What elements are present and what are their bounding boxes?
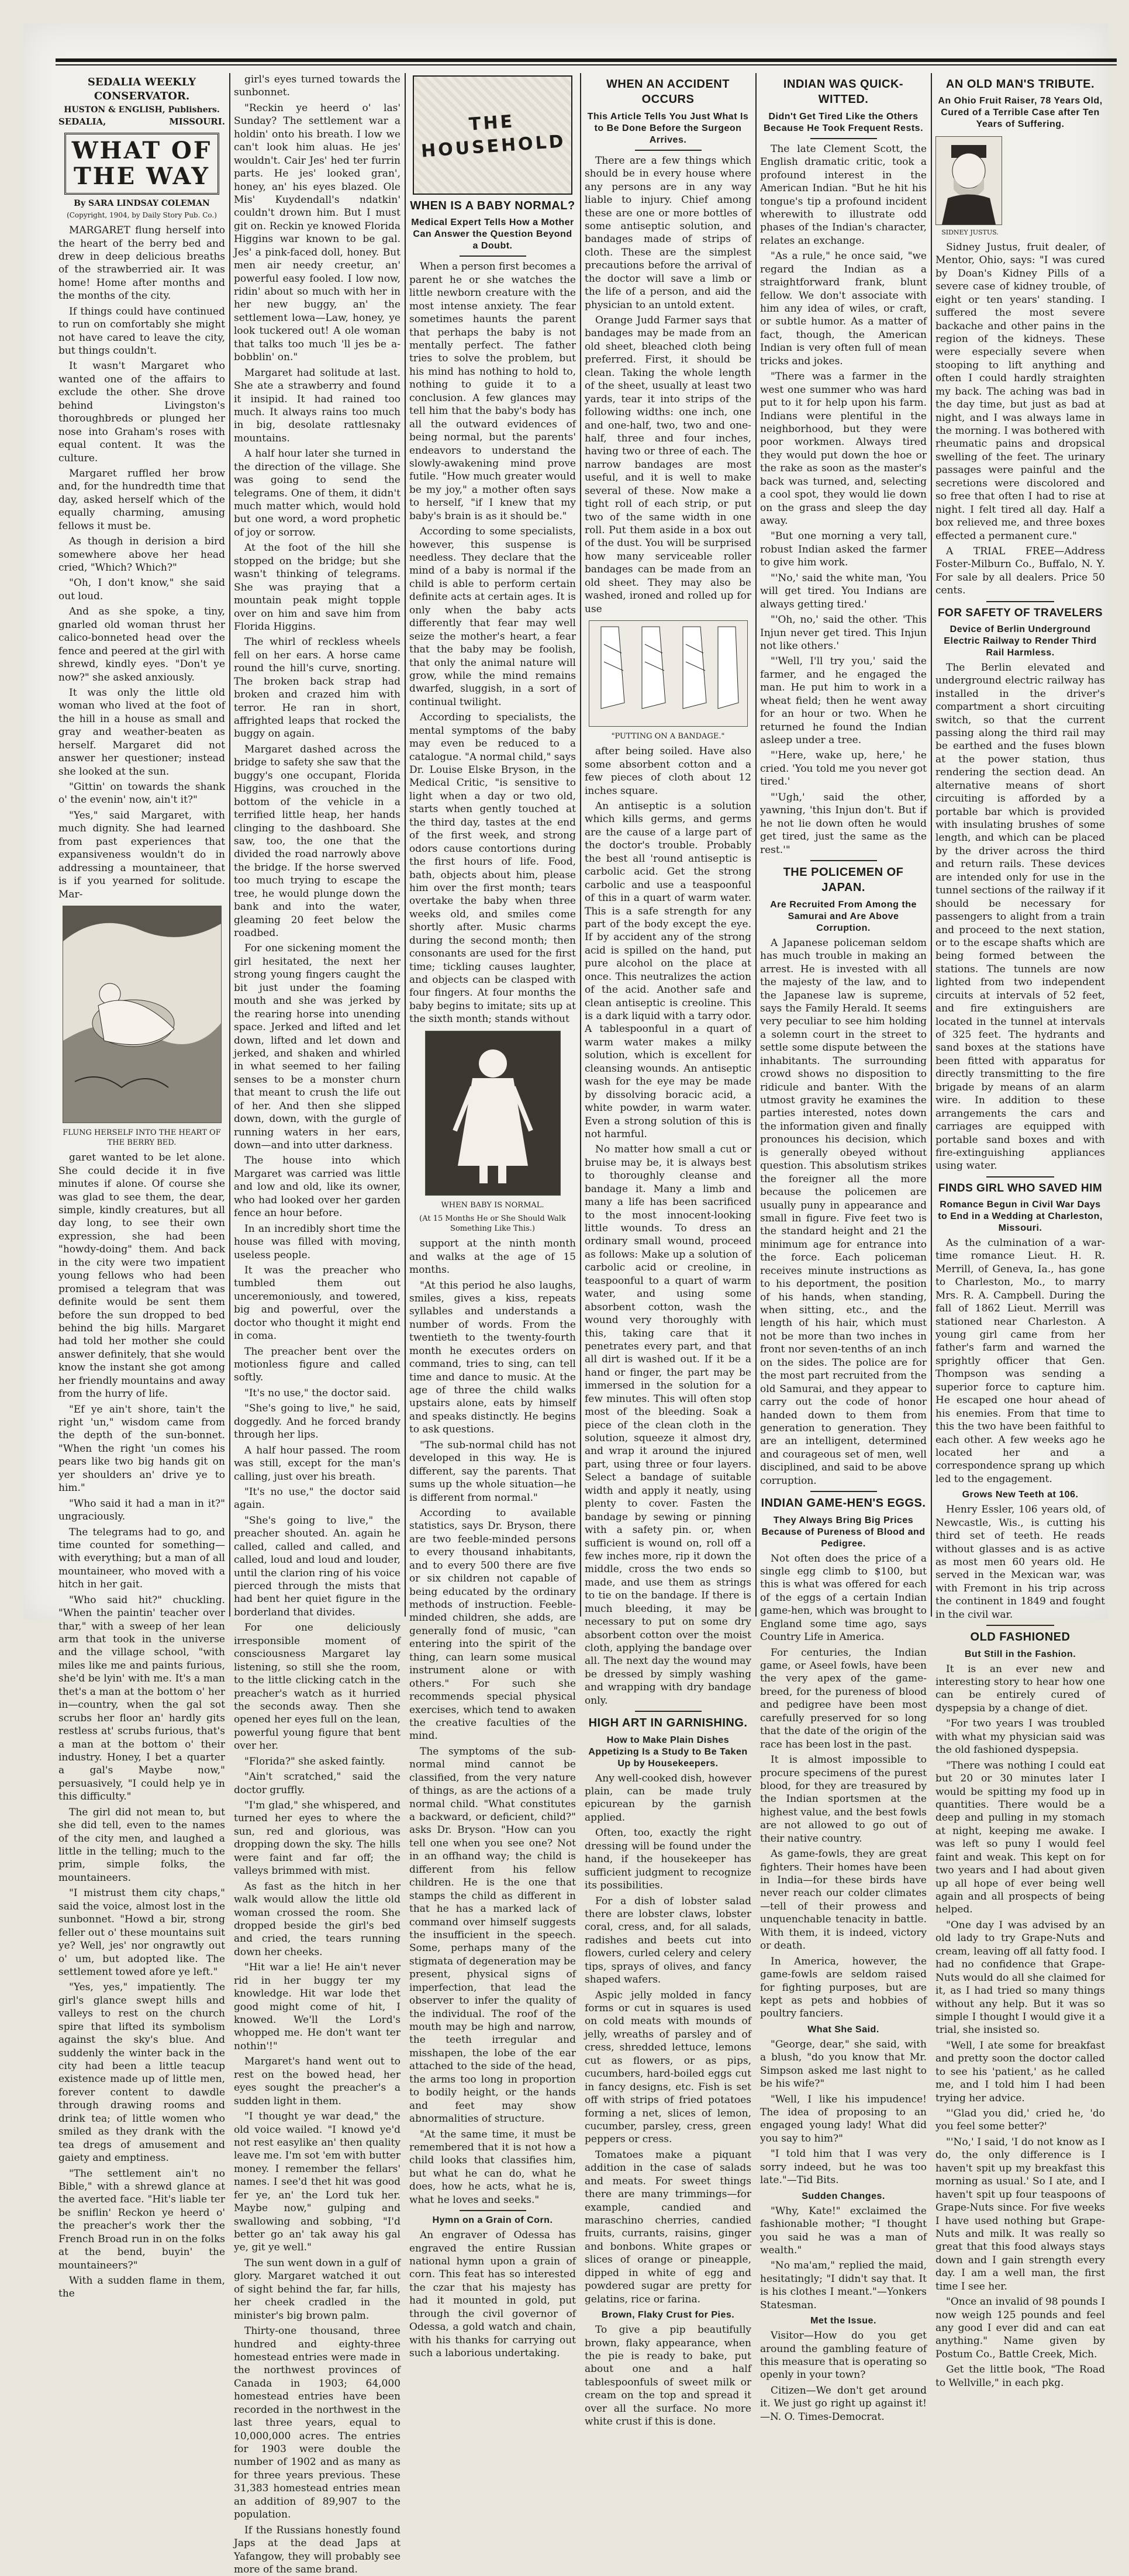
berry-bed-caption: FLUNG HERSELF INTO THE HEART OF THE BERRY BED. xyxy=(63,1128,221,1148)
divider xyxy=(460,255,526,257)
paragraph: "Oh, I don't know," she said out loud. xyxy=(58,577,225,602)
paragraph: "'Oh, no,' said the other. 'This Injun never get tired. This Injun not like others.' xyxy=(760,614,927,652)
baby-normal-headline: WHEN IS A BABY NORMAL? xyxy=(410,199,575,212)
story-body-part-2 xyxy=(58,1151,225,2301)
paragraph: "Who said hit?" chuckling. "When the paintin' teacher over thar," with a sweep of her lean arm that took in the universe and the village school, "with miles like me and paints furious, she'd be lyin' with me. It's a man thet's a man at the bottom o' her in—country, when the gal sot scrubs her floor an' hardly gits restless at' scrubs furious, that's a man at the bottom o' their industry. Honey, I bet a quarter a gal's Maybe now," persuasively, "I could help ye in this difficulty." xyxy=(58,1594,225,1803)
paragraph: "Ain't scratched," said the doctor gruffly. xyxy=(234,1771,400,1796)
paragraph: As fast as the hitch in her walk would allow the little old woman crossed the room. She dropped beside the girl's bed and cried, the tears running down her cheeks. xyxy=(234,1880,400,1958)
old-fashioned-headline: OLD FASHIONED xyxy=(970,1631,1071,1644)
old-man-subhead: An Ohio Fruit Raiser, 78 Years Old, Cured of a Terrible Case after Ten Years of Suffering. xyxy=(938,96,1103,130)
column-rule-4 xyxy=(755,73,757,1617)
old-fashioned-body xyxy=(935,1663,1105,2390)
divider xyxy=(635,150,702,151)
paragraph: Often, too, exactly the right dressing will be found under the hand, if the housekeeper has sufficient judgment to recognize its possibilities. xyxy=(585,1827,751,1892)
hymn-body xyxy=(409,2229,576,2360)
paragraph: "Well, I like his impudence! The idea of proposing to an engaged young lady! What did you say to him?" xyxy=(760,2093,927,2145)
old-fashioned-subhead: But Still in the Fashion. xyxy=(964,1649,1076,1659)
paragraph: "'Here, wake up, here,' he cried. 'You told me you never got tired.' xyxy=(760,750,927,788)
paragraph: The sun went down in a gulf of glory. Margaret watched it out of sight behind the far, far hills, her cheek cradled in the minister's big brown palm. xyxy=(234,2257,400,2322)
paragraph: "Hit war a lie! He ain't never rid in her buggy ter my knowledge. Hit war lode thet good might come of hit, I knowed. We'll the Lord's whopped me. He don't want ter nothin'!" xyxy=(234,1962,400,2052)
new-teeth-body xyxy=(935,1503,1105,1621)
column-5 xyxy=(760,73,927,2423)
story-continued xyxy=(234,73,400,2576)
portrait-caption: SIDNEY JUSTUS. xyxy=(941,229,999,237)
masthead-publishers: HUSTON & ENGLISH, Publishers. xyxy=(64,105,220,115)
paragraph: "Florida?" she asked faintly. xyxy=(244,1755,385,1767)
paragraph: "It's no use," the doctor said again. xyxy=(234,1486,400,1511)
paragraph: "I told him that I was very sorry indeed, but he was too late."—Tid Bits. xyxy=(760,2148,927,2187)
paragraph: "No ma'am," replied the maid, hesitatingly; "I didn't say that. It is his clothes I meant."—Yonkers Statesman. xyxy=(760,2260,927,2311)
column-rule-1 xyxy=(229,73,230,1617)
paragraph: The whirl of reckless wheels fell on her ears. A horse came round the hill's curve, snorting. The broken back strap had broken and crazed him with terror. He ran in short, affrighted leaps that rocked the buggy on again. xyxy=(234,636,400,740)
paragraph: "At the same time, it must be remembered that it is not how a child looks that classifies him, but what he can do, what he does, how he acts, what he is, what he loves and seeks." xyxy=(409,2128,576,2206)
story-body-part-1 xyxy=(58,224,225,901)
bandage-drawing xyxy=(589,621,747,726)
pie-crust-body xyxy=(585,2323,751,2429)
safety-subhead: Device of Berlin Underground Electric Railway to Render Third Rail Harmless. xyxy=(944,624,1097,658)
paragraph: As though in derision a bird somewhere above her head cried, "Which? Which?" xyxy=(58,536,225,574)
paragraph: MARGARET flung herself into the heart of the berry bed and drew in deep delicious breaths of the strawberried air. It was home! Home after months and the months of the city. xyxy=(58,225,225,302)
girl-saved-body xyxy=(935,1237,1105,1486)
paragraph: Margaret dashed across the bridge to safety she saw that the buggy's one occupant, Florida Higgins, was crouched in the bottom of the vehicle in a terrified little heap, her hands clinging to the dashboard. She saw, too, the one that the divided the road narrowly above the bridge. If the horse swerved too much trying to escape the tree, he would plunge down the bank and into the water, gleaming 20 feet below the roadbed. xyxy=(234,743,400,939)
bandage-caption: "PUTTING ON A BANDAGE." xyxy=(611,732,725,741)
paragraph: "There was a farmer in the west one summer who was hard put to it for help upon his farm. Indians were plentiful in the neighborhood, but they were poor workmen. Always tired they would put down the hoe or the rake as soon as the master's back was turned, and, selecting a cool spot, they would lie down on the grass and sleep the day away. xyxy=(760,371,927,527)
paragraph: With a sudden flame in them, the xyxy=(58,2275,225,2300)
column-3 xyxy=(409,73,576,2360)
hymn-headline: Hymn on a Grain of Corn. xyxy=(432,2215,553,2226)
berry-bed-illustration xyxy=(63,906,222,1123)
baby-drawing xyxy=(426,1031,560,1195)
paragraph: Any well-cooked dish, however plain, can be made truly epicurean by the garnish applied. xyxy=(585,1772,751,1824)
divider xyxy=(986,1625,1054,1626)
paragraph: "Once an invalid of 98 pounds I now weigh 125 pounds and feel any good I ever did and can eat anything." Name given by Postum Co., Battle Creek, Mich. xyxy=(935,2296,1105,2360)
column-6 xyxy=(935,73,1105,2389)
column-rule-2 xyxy=(405,73,406,1617)
paragraph: It is an ever new and interesting story to hear how one can be entirely cured of dyspepsia by a change of diet. xyxy=(935,1663,1105,1714)
indian-subhead: Didn't Get Tired Like the Others Because He Took Frequent Rests. xyxy=(763,111,924,133)
divider xyxy=(460,2210,526,2211)
paragraph: According to some specialists, however, this suspense is needless. They declare that the mind of a baby is normal if the child is able to perform certain definite acts at certain ages. It is only when the baby acts differently that fear may well seize the mother's heart, a fear that the baby may be foolish, that only the animal nature will grow, while the mind remains dwarfed, sluggish, in a sort of continual twilight. xyxy=(409,526,576,708)
portrait-illustration xyxy=(935,136,1002,225)
baby-normal-body-2 xyxy=(409,1237,576,2206)
game-hen-headline: INDIAN GAME-HEN'S EGGS. xyxy=(761,1497,926,1510)
paragraph: A Japanese policeman seldom has much trouble in making an arrest. He is invested with all the majesty of the law, and to the Japanese law is supreme, says the Family Herald. It seems very peculiar to see him holding a solemn court in the street to settle some dispute between the inhabitants. The surrounding crowd shows no disposition to ridicule and banter. With the utmost gravity he examines the parties interested, notes down the information given and finally pronounces his decision, which is generally obeyed without question. This absolutism strikes the foreigner all the more because the policemen are usually puny in appearance and small in figure. Five feet two is the standard height and 21 the minimum age for entrance into the force. Each policeman receives minute instructions as to his deportment, the position of his hands, when standing, when sitting, etc., and the length of his hair, which must not be more than two inches in front nor seven-tenths of an inch on the sides. The police are for the most part recruited from the old Samurai, and they appear to carry out the code of honor handed down to them from generation to generation. They are an intelligent, determined and courageous set of men, well disciplined, and said to be above corruption. xyxy=(760,937,927,1487)
baby-caption: WHEN BABY IS NORMAL. xyxy=(441,1200,544,1210)
paragraph: In America, however, the game-fowls are seldom raised for fighting purposes, but are kept as pets and hobbies of poultry fanciers. xyxy=(760,1955,927,2020)
paragraph: "There was nothing I could eat but 20 or 30 minutes later I would be spitting my food up in quantities. There would be a deep and pulling in my stomach at night, keeping me awake. I was left so puny I would feel faint and weak. This kept on for two years and I had about given up all hope of ever being well again and all prospects of being helped. xyxy=(935,1759,1105,1916)
story-title: WHAT OF THE WAY xyxy=(71,136,212,190)
paragraph: "Well, I ate some for breakfast and pretty soon the doctor called to see his 'patient,' as he called me, and I told him I had been trying her advice. xyxy=(935,2039,1105,2104)
column-2 xyxy=(234,73,400,2575)
paragraph: support at the ninth month and walks at the age of 15 months. xyxy=(409,1238,576,1276)
paragraph: "'No,' I said, 'I do not know as I do, the only difference is I haven't spit up my breakfast this morning as usual.' So I ate, and I haven't spit up four teaspoons of Grape-Nuts since. For five weeks I have used nothing but Grape-Nuts and milk. It was really so great that this food always stays down and I gain strength every day. I am a well man, the first time I see her. xyxy=(935,2136,1105,2292)
column-rule-5 xyxy=(931,73,932,1617)
paragraph: "The sub-normal child has not developed in this way. He is different, say the parents. That sums up the whole situation—he is different from normal." xyxy=(409,1439,576,1504)
paragraph: "Why, Kate!" exclaimed the fashionable mother; "I thought you said he was a man of wealth." xyxy=(760,2205,927,2256)
paragraph: A half hour passed. The room was still, except for the man's calling, just over his breath. xyxy=(234,1444,400,1483)
paragraph: "Gittin' on towards the shank o' the evenin' now, ain't it?" xyxy=(58,781,225,806)
paragraph: "Yes," said Margaret, with much dignity. She had learned from past experiences that expansiveness wouldn't do in addressing a mountaineer, that is if you yearned for solitude. Mar- xyxy=(58,809,225,900)
paragraph: "I mistrust them city chaps," said the voice, almost lost in the sunbonnet. "Howd a bir, strong feller out o' these mountains suit ye? Well, jes' nor ongrawtly out o' um, but adopted like. The settlement towed afore ye left." xyxy=(58,1887,225,1978)
story-copyright: (Copyright, 1904, by Daily Story Pub. Co.) xyxy=(67,211,217,220)
safety-headline: FOR SAFETY OF TRAVELERS xyxy=(937,606,1103,619)
paragraph: Aspic jelly molded in fancy forms or cut in squares is used on cold meats with mounds of jelly, wreaths of parsley and of cress, shredded lettuce, lemons cut as flowers, or as pips, cucumbers, hard-boiled eggs cut in fancy designs, etc. Fish is set off with strips of fried potatoes forming a net, slices of lemon, cucumber, parsley, cress, green peppers or cress. xyxy=(585,1989,751,2146)
paragraph: "For two years I was troubled with what my physician said was the old fashioned dyspepsia. xyxy=(935,1718,1105,1756)
paragraph: "One day I was advised by an old lady to try Grape-Nuts and cream, leaving off all fatty food. I had no confidence that Grape-Nuts would do all she claimed for it, as I had tried so many things without any help. But it was so simple I thought I would give it a trial, she insisted so. xyxy=(935,1919,1105,2036)
divider xyxy=(986,1176,1054,1177)
girl-saved-subhead: Romance Begun in Civil War Days to End in a Wedding at Charleston, Missouri. xyxy=(938,1199,1103,1233)
paragraph: girl's eyes turned towards the sunbonnet. xyxy=(234,74,400,99)
what-she-said-body xyxy=(760,2038,927,2187)
paragraph: "But one morning a very tall, robust Indian asked the farmer to give him work. xyxy=(760,530,927,569)
story-byline: By SARA LINDSAY COLEMAN xyxy=(74,198,210,208)
accident-subhead: This Article Tells You Just What Is to Be Done Before the Surgeon Arrives. xyxy=(587,111,749,145)
paragraph: No matter how small a cut or bruise may be, it is always best to thoroughly cleanse and bandage it. Many a limb and many a life has been sacrificed to the most innocent-looking little wounds. To dress an ordinary small wound, proceed as follows: Make up a solution of carbolic acid or creoline, in teaspoonful to a quart of warm water, and using some absorbent cotton, wash the wound very thoroughly with this, taking care that it penetrates every part, and that all dirt is washed out. If it be a hand or finger, the part may be immersed in the solution for a few minutes. This will often stop most of the bleeding. Soak a piece of the clean cloth in the solution, squeeze it almost dry, and wrap it around the injured part, using three or four layers. Select a bandage of suitable width and apply it neatly, using plenty to cover. Fasten the bandage by sewing or pinning with a safety pin. or, when sufficient is wound on, roll off a few inches more, rip it down the middle, cross the two ends so made, and use them as strings to tie on the bandage. If there is much bleeding, it may be necessary to put on some dry absorbent cotton over the moist cloth, applying the bandage over all. The next day the wound may be dressed by simply washing and wrapping with dry bandage only. xyxy=(585,1144,751,1707)
paragraph: Margaret ruffled her brow and, for the hundredth time that day, asked herself which of the equally charming, amusing fellows it must be. xyxy=(58,467,225,532)
paragraph: Citizen—We don't get around it. We just go right up against it!—N. O. Times-Democrat. xyxy=(760,2384,927,2423)
paragraph: It is almost impossible to procure specimens of the purest blood, for they are treasured by the Indian sportsmen at the highest value, and the best fowls are not allowed to go out of their native country. xyxy=(760,1754,927,1845)
paragraph: For one deliciously irresponsible moment of consciousness Margaret lay listening, so still she the room, to the little clicking catch in the preacher's watch as it hurried the seconds away. Then she opened her eyes full on the lean, powerful young figure that bent over her. xyxy=(234,1622,400,1752)
japan-police-body xyxy=(760,937,927,1487)
safety-body xyxy=(935,661,1105,1173)
header-rule-thin xyxy=(56,64,1117,65)
paragraph: It wasn't Margaret who wanted one of the affairs to exclude the other. She drove behind Livingston's thoroughbreds or plunged her nose into Graham's roses with equal content. It was the culture. xyxy=(58,360,225,464)
masthead-city: SEDALIA, xyxy=(58,116,106,127)
paragraph: The telegrams had to go, and time counted for something—with everything; but a man of all mountaineer, who moved with a hitch in her gait. xyxy=(58,1526,225,1591)
paragraph: As the culmination of a war-time romance Lieut. H. R. Merrill, of Geneva, Ia., has gone to Charleston, Mo., to marry Mrs. R. A. Campbell. During the fall of 1862 Lieut. Merrill was stationed near Charleston. A young girl came from her father's farm and warned the sprightly officer that Gen. Thompson was sending a superior force to capture him. He escaped one hour ahead of his enemies. From that time to this the two have been faithful to each other. A few weeks ago he located her and a correspondence sprang up which led to the engagement. xyxy=(935,1237,1105,1485)
paragraph: The preacher bent over the motionless figure and called softly. xyxy=(234,1345,400,1384)
pie-crust-headline: Brown, Flaky Crust for Pies. xyxy=(601,2310,735,2321)
portrait-drawing xyxy=(936,137,1002,225)
paragraph: If the Russians honestly found Japs at the dead Japs at Yafangow, they will probably see more of the same brand. xyxy=(234,2524,400,2575)
paragraph: Visitor—How do you get around the gambling feature of this measure that is operating so openly in your town? xyxy=(760,2330,927,2381)
garnishing-subhead: How to Make Plain Dishes Appetizing Is a Study to Be Taken Up by Housekeepers. xyxy=(588,1735,748,1769)
divider xyxy=(810,1491,877,1492)
paragraph: "Yes, yes," impatiently. The girl's glance swept hills and valleys to rest on the church spire that lifted its symbolism against the sky's blue. And suddenly the winter back in the city had been a little teacup existence made up of little men, forever content to dawdle through drawing rooms and drink tea; of little women who smiled as they drank with the tea dregs of amusement and gaiety and emptiness. xyxy=(58,1981,225,2164)
paragraph: For centuries, the Indian game, or Aseel fowls, have been the very apex of the game-breed, for the pureness of blood and pedigree have been most carefully preserved for so long that the date of the origin of the race has been lost in the past. xyxy=(760,1646,927,1750)
accident-body-1 xyxy=(585,154,751,616)
column-1 xyxy=(58,73,225,2300)
paragraph: According to specialists, the mental symptoms of the baby may even be reduced to a catalogue. "A normal child," says Dr. Louise Elske Bryson, in the Medical Critic, "is sensitive to light when a day or two old, starts when gently touched at the third day, tastes at the end of the first week, and strong odors cause contortions during the first hours of life. Food, bath, objects about him, please him over the first month; tears overtake the baby when three weeks old, and smiles come shortly after. Music charms during the second month; then consonants are used for the first time; tickling causes laughter, and objects can be clasped with four fingers. At four months the baby begins to imitate; sits up at the sixth month; stands without xyxy=(409,712,576,1025)
paragraph: "'Glad you did,' cried he, 'do you feel some better?' xyxy=(935,2108,1105,2133)
paragraph: "Who said it had a man in it?" ungraciously. xyxy=(58,1497,225,1523)
divider xyxy=(810,138,877,139)
paragraph: Tomatoes make a piquant addition in the case of salads and meats. For sweet things there are many trimmings—for example, candied and maraschino cherries, candied fruits, currants, raisins, ginger and bonbons. White grapes or slices of orange or pineapple, dipped in white of egg and powdered sugar are pretty for gelatins, rice or farina. xyxy=(585,2149,751,2305)
portrait-row xyxy=(935,133,1105,241)
garnishing-headline: HIGH ART IN GARNISHING. xyxy=(588,1717,748,1730)
paragraph: Sidney Justus, fruit dealer, of Mentor, Ohio, says: "I was cured by Doan's Kidney Pills of a severe case of kidney trouble, of eight or ten years' standing. I suffered the most severe backache and other pains in the region of the kidneys. These were especially severe when stooping to lift anything and often I could hardly straighten my back. The aching was bad in the day time, but just as bad at night, and I was always lame in the morning. I was bothered with rheumatic pains and dropsical swelling of the feet. The urinary passages were painful and the secretions were discolored and so free that often I had to rise at night. I felt tired all day. Half a box relieved me, and three boxes effected a permanent cure." xyxy=(935,241,1105,542)
paragraph: There are a few things which should be in every house where any persons are in any way liable to injury. Chief among these are one or more bottles of some antiseptic solution, and bandages made of strips of cloth. These are the simplest precautions before the arrival of the doctor will save a limb or the life of a person, and aid the physician to an untold extent. xyxy=(585,154,751,311)
paragraph: "George, dear," she said, with a blush, "do you know that Mr. Simpson asked me last night to be his wife?" xyxy=(760,2038,927,2090)
paragraph: For one sickening moment the girl hesitated, the next her strong young fingers caught the bit just under the foaming mouth and she was jerked by the rearing horse into unending space. Jerked and lifted and let down, lifted and let down and jerked, and shaken and whirled in what seemed to her failing senses to be a monster churn that meant to crush the life out of her. And then she slipped down, down, with the gurgle of running waters in her ears, down—and into utter darkness. xyxy=(234,942,400,1151)
paragraph: Thirty-one thousand, three hundred and eighty-three homestead entries were made in the northwest provinces of Canada in 1903; 64,000 homestead entries have been recorded in the northwest in the last three years, equal to 10,000,000 acres. The entries for 1903 were double the number of 1902 and as many as for three years previous. These 31,383 homestead entries mean an addition of 89,907 to the population. xyxy=(234,2325,400,2521)
met-issue-headline: Met the Issue. xyxy=(810,2316,876,2326)
game-hen-body xyxy=(760,1552,927,2021)
paragraph: It was the preacher who tumbled them out unceremoniously, and towered, big and powerful, over the doctor who thought it might end in coma. xyxy=(234,1264,400,1342)
japan-police-headline: THE POLICEMEN OF JAPAN. xyxy=(783,865,904,895)
paragraph: Not often does the price of a single egg climb to $100, but this is what was offered for each of the eggs of a certain Indian game-hen, which was brought to England some time ago, says Country Life in America. xyxy=(760,1552,927,1643)
masthead-state: MISSOURI. xyxy=(169,116,225,127)
paragraph: "I'm glad," she whispered, and turned her eyes to where the sun, red and glorious, was dropping down the sky. The hills were faint and far off; the valleys brimmed with mist. xyxy=(234,1800,400,1877)
divider xyxy=(635,1711,702,1712)
berry-bed-drawing xyxy=(63,906,221,1123)
paragraph: For a dish of lobster salad there are lobster claws, lobster coral, cress, and, for all salads, radishes and beets cut into flowers, curled celery and celery tips, sprays of olives, and fancy shaped wafers. xyxy=(585,1895,751,1986)
paragraph: The Berlin elevated and underground electric railway has installed in the driver's compartment a short circuiting switch, so that the current passing along the third rail may be earthed and the fuses blown at the power station, thus rendering the section dead. An alternative means of short circuiting is afforded by a portable bar which is provided with insulating brushes of some length, and which can be placed by the driver across the third and return rails. These devices are intended only for use in the tunnel sections of the railway if it should be necessary for passengers to alight from a train and proceed to the next station, or to the escape shafts which are being formed between the stations. The tunnels are now lighted from two independent circuits at intervals of 52 feet, and fire extinguishers are located in the tunnel at intervals of 325 feet. The hydrants and sand boxes at the stations have been fitted with apparatus for directly transmitting to the fire brigade by means of an alarm wire. In addition to these arrangements the cars and carriages are equipped with portable sand boxes and with fire-extinguishing appliances using water. xyxy=(935,661,1105,1172)
paragraph: "Reckin ye heerd o' las' Sunday? The settlement war a holdin' onto his breath. I low we can't look him aluas. He jes' wouldn't. Cair Jes' hed ter furrin parts. He jes' looked gran', honey, an' his eyes blazed. Ole Mis' Kuydendall's ndatkin' couldn't drown him. But I must git on. Reckin ye knowed Florida Higgins war known to be gal. Jes' a pink-faced doll, honey. But men air needy creetur, an' powerful easy fooled. I low now, ridin' about so much with her in her new buggy, an' the settlement lowa—Law, honey, ye look tuckered out! A ole woman that talks too much 'll jes be a-bobblin' on." xyxy=(234,102,400,364)
story-title-box xyxy=(64,133,219,195)
paragraph: "'No,' said the white man, 'You will get tired. You Indians are always getting tired.' xyxy=(760,572,927,610)
paragraph: "I thought ye war dead," the old voice wailed. "I knowd ye'd not rest easylike an' then quality leave me. I'm sot 'em with butter money. I remember the fellars' names. I see'd thet hit was good fer ye, an' the Lord tuk her. Maybe now," gulping and swallowing and sobbing, "I'd better go an' tak away his gal ye, git ye well." xyxy=(234,2111,400,2254)
paragraph: after being soiled. Have also some absorbent cotton and a few pieces of cloth about 12 inches square. xyxy=(585,745,751,797)
baby-caption-detail: (At 15 Months He or She Should Walk Something Like This.) xyxy=(419,1214,566,1234)
paragraph: It was only the little old woman who lived at the foot of the hill in a house as small and gray and weather-beaten as herself. Margaret did not answer her questioner; instead she looked at the sun. xyxy=(58,686,225,778)
paragraph: "As a rule," he once said, "we regard the Indian as a straightforward frank, blunt fellow. We don't associate with him any idea of wiles, or craft, or subtle humor. As a matter of fact, though, the American Indian is very often full of mean tricks and jokes. xyxy=(760,250,927,367)
baby-normal-body-1 xyxy=(409,260,576,1025)
paragraph: An engraver of Odessa has engraved the entire Russian national hymn upon a grain of corn. This feat has so interested the czar that his majesty has had it mounted in gold, put through the civil governor of Odessa, a gold watch and chain, with his thanks for carrying out such a laborious undertaking. xyxy=(409,2229,576,2360)
sudden-changes-body xyxy=(760,2205,927,2312)
paragraph: A half hour later she turned in the direction of the village. She was going to send the telegrams. One of them, it didn't much matter which, would hold but one word, a word prophetic of joy or sorrow. xyxy=(234,448,400,538)
household-banner xyxy=(413,75,572,195)
game-hen-subhead: They Always Bring Big Prices Because of Pureness of Blood and Pedigree. xyxy=(761,1515,926,1549)
garnishing-body xyxy=(585,1772,751,2306)
paragraph: The symptoms of the sub-normal mind cannot be classified, from the very nature of things, as are the actions of a normal child. "What constitutes a backward, or deficient, child?" asks Dr. Bryson. "How can you tell one when you see one? Not in an offhand way; the child is different from his fellow children. He is the one that stamps the child as different in that he has a marked lack of command over himself suggests the insufficient in the speech. Some, perhaps many of the stigmata of degeneration may be present, physical signs of imperfection, that lead the observer to infer the quality of the individual. The roof of the mouth may be high and narrow, the teeth irregular and misshapen, the lobe of the ear attached to the side of the head, the arms too long in proportion to bodily height, or the hands and feet may show abnormalities of structure. xyxy=(409,1745,576,2125)
paragraph: The house into which Margaret was carried was little and low and old, like its owner, who had looked over her garden fence an hour before. xyxy=(234,1155,400,1220)
paragraph: As game-fowls, they are great fighters. Their homes have been in India—for these birds have never reach our colder climates—tell of their prowess and unquenchable tenacity in battle. With them, it is indeed, victory or death. xyxy=(760,1848,927,1952)
indian-headline: INDIAN WAS QUICK-WITTED. xyxy=(783,78,904,106)
paragraph: "The settlement ain't no Bible," with a shrewd glance at the averted face. "Hit's liable ter be sniflin' Reckon ye heerd o' the preacher's work ther the French Broad run in on the folks at the bend, buyin' the mountaineers?" xyxy=(58,2167,225,2271)
paragraph: Margaret had solitude at last. She ate a strawberry and found it insipid. It had rained too much. It always rains too much in big, desolate rattlesnaky mountains. xyxy=(234,367,400,444)
accident-headline: WHEN AN ACCIDENT OCCURS xyxy=(606,78,730,106)
sudden-changes-headline: Sudden Changes. xyxy=(802,2191,885,2201)
paragraph: "She's going to live," he said, doggedly. And he forced brandy through her lips. xyxy=(234,1403,400,1441)
divider xyxy=(986,601,1054,602)
paragraph: To give a pip beautifully brown, flaky appearance, when the pie is ready to bake, put about one and a half tablespoonfuls of sweet milk or cream on the top and spread it over all the surface. No more white crust if this is done. xyxy=(585,2324,751,2428)
paragraph: Margaret's hand went out to rest on the bowed head, her eyes sought the preacher's a sudden light in them. xyxy=(234,2056,400,2107)
paragraph: When a person first becomes a parent he or she watches the little newborn creature with the most intense anxiety. The fear sometimes haunts the parent that perhaps the baby is not mentally perfect. The father tries to solve the problem, but his mind has nothing to hold to, nothing to guide it to a conclusion. A few glances may tell him that the baby's body has all the outward evidences of being normal, but the parents' endeavors to understand the slowly-awakening mind prove futile. "How much greater would be my joy," a mother often says to herself, "if I knew that my baby's brain is as it should be." xyxy=(409,261,576,522)
masthead-location xyxy=(58,116,225,128)
paragraph: In an incredibly short time the house was filled with moving, useless people. xyxy=(234,1223,400,1261)
paragraph: "At this period he also laughs, smiles, gives a kiss, repeats syllables and understands a number of words. From the twentieth to the twenty-fourth month he executes orders on command, tries to sing, can tell time and dance to music. At the age of three the child walks upstairs alone, eats by himself and speaks distinctly. He begins to ask questions. xyxy=(409,1279,576,1436)
paragraph: Henry Essler, 106 years old, of Newcastle, Wis., is cutting his third set of teeth. He reads without glasses and is as active as most men 60 years old. He served in the Mexican war, was with Fremont in his trip across the continent in 1849 and fought in the civil war. xyxy=(935,1504,1105,1621)
paragraph: "Ef ye ain't shore, tain't the right 'un," wisdom came from the depth of the sun-bonnet. "When the right 'un comes his pears like two big hands git on yer shoulders an' drive ye to him." xyxy=(58,1403,225,1494)
japan-police-subhead: Are Recruited From Among the Samurai and Are Above Corruption. xyxy=(770,899,917,933)
new-teeth-headline: Grows New Teeth at 106. xyxy=(962,1490,1079,1500)
accident-body-2 xyxy=(585,745,751,1707)
paragraph: A TRIAL FREE—Address Foster-Milburn Co., Buffalo, N. Y. For sale by all dealers. Price 50 cents. xyxy=(935,545,1105,597)
column-4 xyxy=(585,73,751,2428)
masthead-title: SEDALIA WEEKLY CONSERVATOR. xyxy=(87,76,196,102)
old-man-headline: AN OLD MAN'S TRIBUTE. xyxy=(945,78,1095,91)
paragraph: And as she spoke, a tiny, gnarled old woman thrust her calico-bonneted head over the fence and peered at the girl with shrewd, kindly eyes. "Don't ye now?" she asked anxiously. xyxy=(58,606,225,683)
baby-normal-subhead: Medical Expert Tells How a Mother Can Answer the Question Beyond a Doubt. xyxy=(411,217,574,251)
paragraph: At the foot of the hill she stopped on the bridge; but she wasn't thinking of telegrams. She was praying that a mountain peak might topple over on him and save him from Florida Higgins. xyxy=(234,542,400,633)
divider xyxy=(810,860,877,861)
paragraph: "'Well, I'll try you,' said the farmer, and he engaged the man. He put him to work in a wheat field; then he went away for an hour or two. When he returned he found the Indian asleep under a tree. xyxy=(760,655,927,747)
portrait-block xyxy=(935,133,1004,241)
bandage-illustration xyxy=(589,620,748,727)
paragraph: If things could have continued to run on comfortably she might not have cared to leave the city, but things couldn't. xyxy=(58,305,225,357)
paragraph: garet wanted to be let alone. She could decide it in five minutes if alone. Of course she was glad to see them, the dear, simple, kindly creatures, but all day long, to see their own expression, she had been "howdy-doing" them. And back in the city were two impatient young fellows who had been promised a telegram that was definite would be sent them before the sun dropped to bed behind the big hills. Margaret had told her mother she could answer definitely, that she would know the instant she got among her friendly mountains and away from the hurry of life. xyxy=(58,1152,225,1400)
indian-body xyxy=(760,143,927,857)
paragraph: Get the little book, "The Road to Wellville," in each pkg. xyxy=(935,2364,1105,2389)
household-banner-title: THE HOUSEHOLD xyxy=(420,111,567,162)
what-she-said-headline: What She Said. xyxy=(807,2024,879,2035)
paragraph: "'Ugh,' said the other, yawning, 'this Injun don't. But if he not lie down often he would get tired, just the same as the rest.'" xyxy=(760,791,927,856)
paragraph: Orange Judd Farmer says that bandages may be made from an old sheet, bleached cloth being preferred. First, it should be clean. Taking the whole length of the sheet, usually at least two yards, tear it into strips of the following widths: one inch, one and one-half, two, two and one-half, three and four inches, having two or three of each. The narrow bandages are most useful, and it is well to make several of these. Now make a tight roll of each strip, or put two of the same width in one roll. Put them aside in a box out of the dust. You will be surprised how many serviceable roller bandages can be made from an old sheet. They may also be washed, ironed and rolled up for use xyxy=(585,315,751,615)
column-rule-3 xyxy=(580,73,581,1617)
girl-saved-headline: FINDS GIRL WHO SAVED HIM xyxy=(938,1182,1103,1194)
old-man-body xyxy=(935,241,1105,598)
paragraph: An antiseptic is a solution which kills germs, and germs are the cause of a large part of the doctor's trouble. Probably the best all 'round antiseptic is carbolic acid. Get the strong carbolic and use a teaspoonful of this in a quart of warm water. This is a safe strength for any part of the body except the eye. If by accident any of the strong acid is spilled on the hand, put pure alcohol on the place at once. This neutralizes the action of the acid. Another safe and clean antiseptic is creoline. This is a dark liquid with a tarry odor. A tablespoonful in a quart of warm water makes a milky solution, which is excellent for cleansing wounds. An antiseptic wash for the eye may be made by dissolving boracic acid, a white powder, in warm water. Even a strong solution of this is not harmful. xyxy=(585,800,751,1140)
paragraph: "She's going to live," the preacher shouted. An. again he called, called and called, and called, loud and loud and louder, until the clarion ring of his voice pierced through the mists that had bent her quiet figure in the borderland that divides. xyxy=(234,1514,400,1618)
header-rule xyxy=(56,58,1117,62)
paragraph: The girl did not mean to, but she did tell, even to the names of the city men, and laughed a little in the telling; much to the prim, simple folks, the mountaineers. xyxy=(58,1806,225,1884)
paragraph: The late Clement Scott, the English dramatic critic, took a profound interest in the American Indian. "But he hit his tongue's tip a profound incident wherewith to illustrate odd phases of the Indian's character, relates an exchange. xyxy=(760,143,927,247)
met-issue-body xyxy=(760,2329,927,2423)
baby-illustration xyxy=(425,1031,561,1196)
paragraph: "It's no use," the doctor said. xyxy=(244,1387,391,1399)
paragraph: According to available statistics, says Dr. Bryson, there are two feeble-minded persons to every thousand inhabitants, and to every 500 there are five or six children not capable of being educated by the ordinary methods of instruction. Feeble-minded children, she adds, are generally fond of music, "can entering into the spirit of the thing, can learn some musical instrument alone or with others." For such she recommends special physical exercises, which tend to awaken the creative faculties of the mind. xyxy=(409,1507,576,1742)
